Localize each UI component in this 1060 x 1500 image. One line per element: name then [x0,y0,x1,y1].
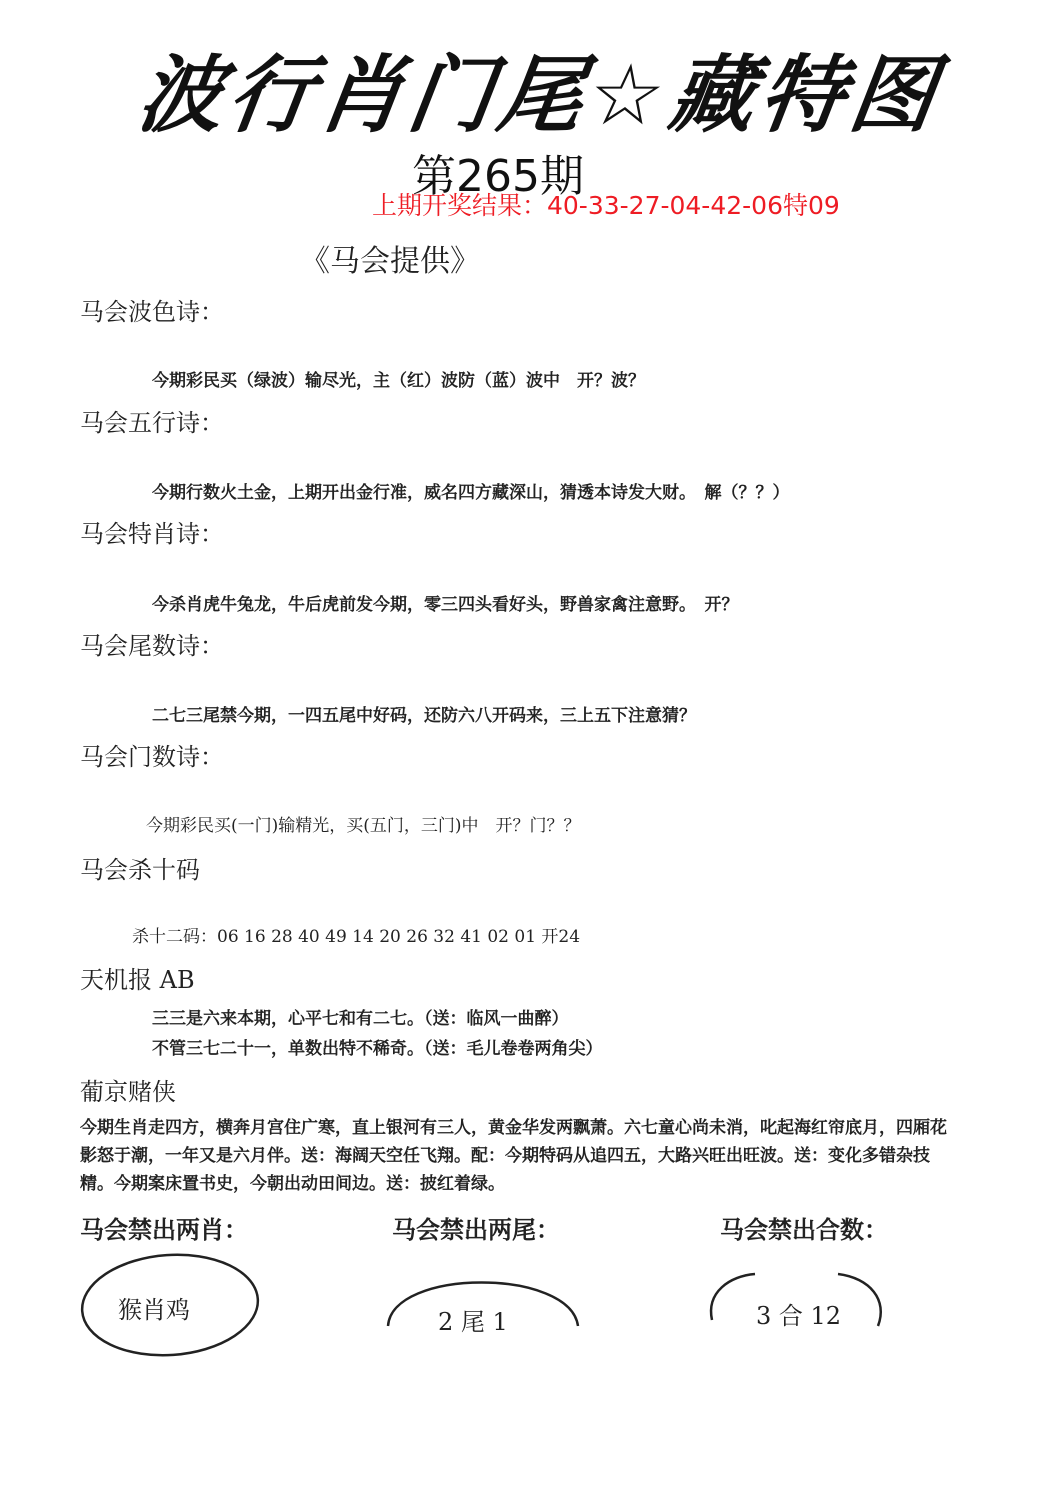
tianji-line-2: 不管三七二十一，单数出特不稀奇。（送：毛儿卷卷两角尖） [152,1039,603,1059]
door-poem-body: 今期彩民买(一门)输精光，买(五门，三门)中 开？门？？ [146,816,581,836]
forbidden-sum-title: 马会禁出合数： [720,1215,888,1244]
sum-ellipse-right [838,1274,881,1326]
provider-label: 《马会提供》 [300,244,480,279]
gambler-body: 今期生肖走四方，横奔月宫住广寒，直上银河有三人，黄金华发两飘萧。六七童心尚未消，叱起海红帘底月，四厢花影怒于潮，一年又是六月伴。送：海阔天空任飞翔。配：今期特码从追四五，大路兴旺出旺波。送：变化多错杂技精。今期案床置书史，今朝出动田间边。送：披红着绿。 [80,1118,947,1194]
tianji-line-1: 三三是六来本期，心平七和有二七。（送：临风一曲醉） [152,1009,569,1029]
kill-ten-title: 马会杀十码 [80,856,200,884]
page-title: 波行肖门尾☆藏特图 [132,46,948,144]
five-elements-poem-body: 今期行数火土金，上期开出金行准，威名四方藏深山，猜透本诗发大财。 解（？？） [152,483,790,503]
sum-ellipse-left [711,1274,755,1320]
forbidden-zodiac-value: 猴肖鸡 [118,1296,190,1324]
forbidden-tail-title: 马会禁出两尾： [392,1215,560,1244]
kill-numbers-list: 杀十二码：06 16 28 40 49 14 20 26 32 41 02 01 开24 [132,927,581,947]
gambler-title: 葡京赌侠 [80,1078,176,1106]
last-draw-result: 上期开奖结果：40-33-27-04-42-06特09 [372,191,840,220]
forbidden-tail-value: 2 尾 1 [438,1308,508,1336]
wave-poem-title: 马会波色诗： [80,298,224,326]
five-elements-poem-title: 马会五行诗： [80,409,224,437]
tail-poem-title: 马会尾数诗： [80,632,224,660]
tail-poem-body: 二七三尾禁今期，一四五尾中好码，还防六八开码来，三上五下注意猜？ [152,706,696,726]
issue-number: 第265期 [412,151,584,202]
tianji-title: 天机报 AB [80,966,195,994]
wave-poem-body: 今期彩民买（绿波）输尽光，主（红）波防（蓝）波中 开？波？ [152,371,645,391]
forbidden-zodiac-title: 马会禁出两肖： [80,1215,248,1244]
forbidden-sum-value: 3 合 12 [756,1302,842,1330]
door-poem-title: 马会门数诗： [80,743,224,771]
zodiac-poem-title: 马会特肖诗： [80,520,224,548]
zodiac-poem-body: 今杀肖虎牛兔龙，牛后虎前发今期，零三四头看好头，野兽家禽注意野。 开？ [152,595,739,615]
